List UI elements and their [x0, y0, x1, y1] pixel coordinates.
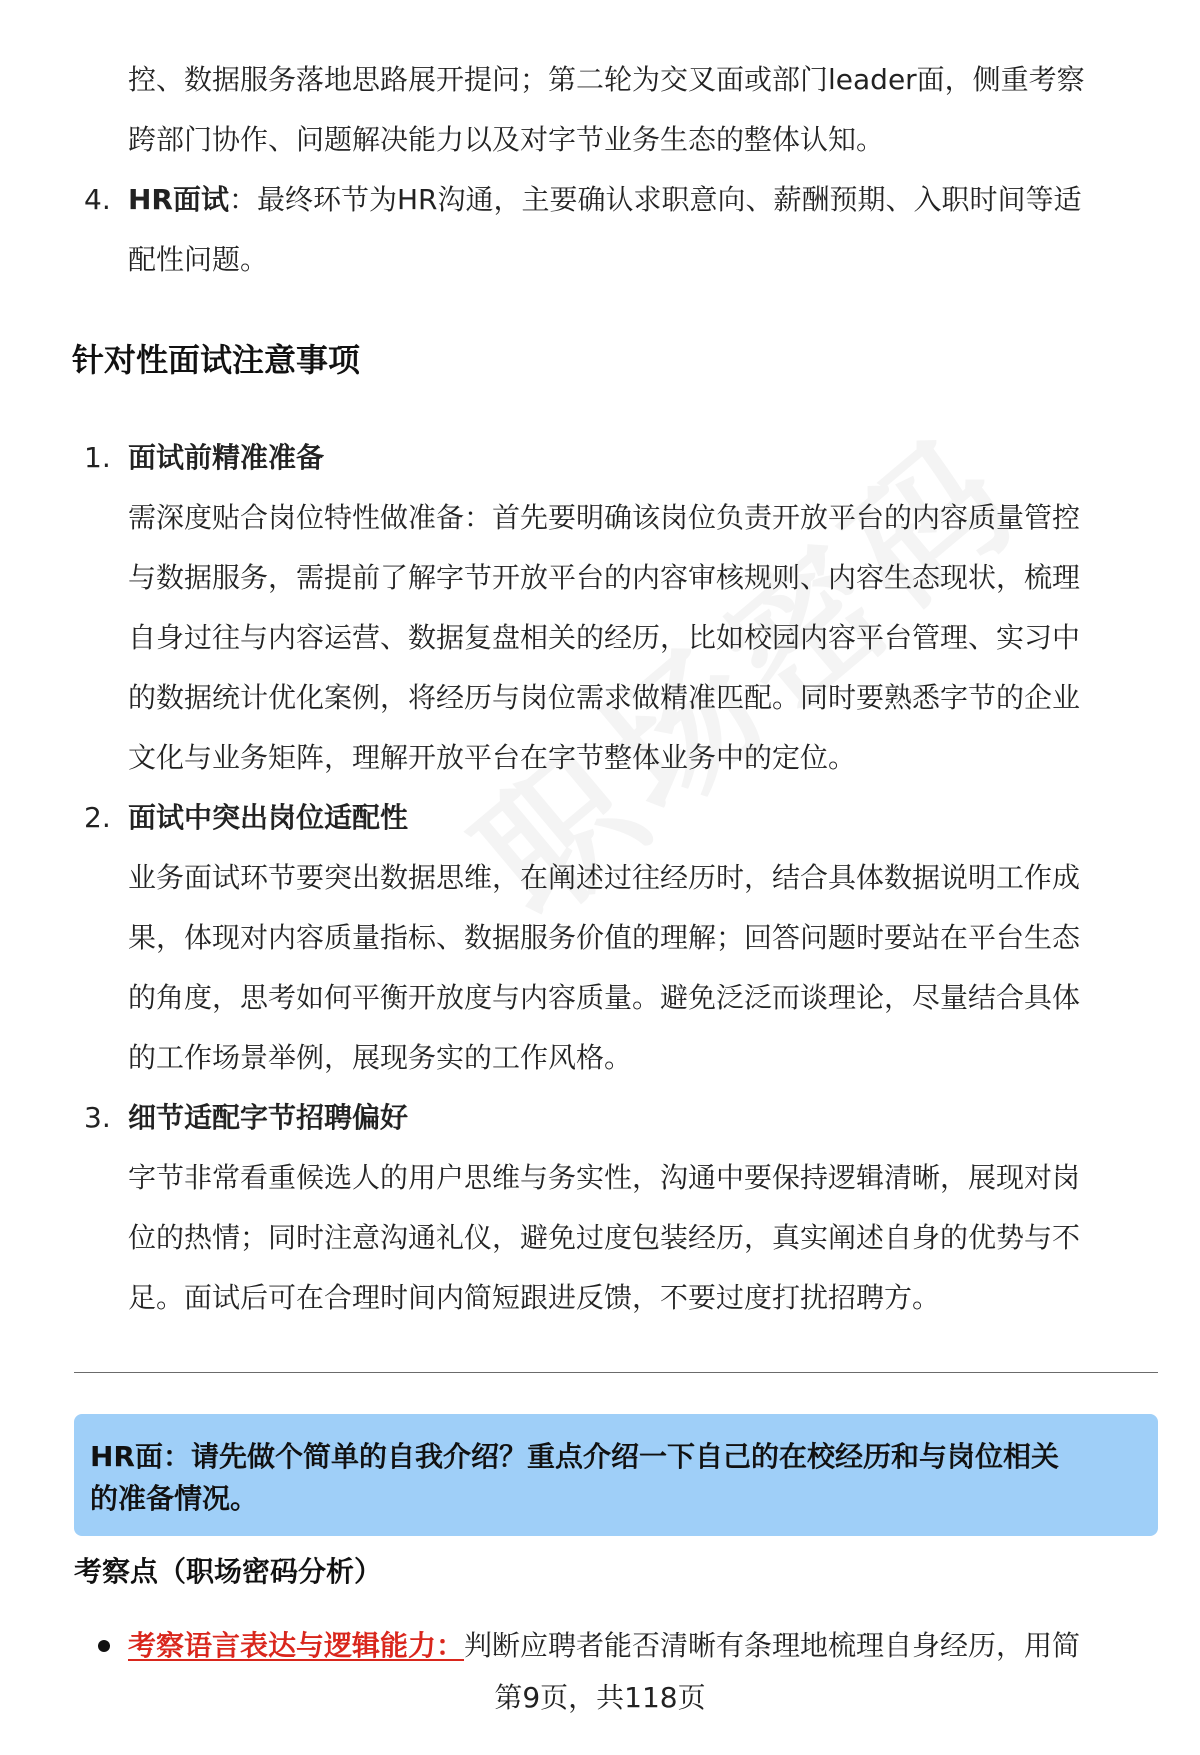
bullet-dot: [98, 1640, 110, 1652]
process-item-4-title: HR面试: [128, 183, 229, 216]
item-2-line: 的工作场景举例，展现务实的工作风格。: [128, 1041, 633, 1074]
list-number: 3.: [84, 1101, 111, 1134]
item-1-line: 的数据统计优化案例，将经历与岗位需求做精准匹配。同时要熟悉字节的企业: [128, 681, 1081, 714]
section-heading: 针对性面试注意事项: [72, 341, 361, 379]
item-1-title: 面试前精准准备: [128, 441, 325, 474]
item-1-line: 与数据服务，需提前了解字节开放平台的内容审核规则、内容生态现状，梳理: [128, 561, 1081, 594]
page-number: 第9页，共118页: [494, 1681, 706, 1714]
item-2-title: 面试中突出岗位适配性: [128, 801, 409, 834]
list-number: 1.: [84, 441, 111, 474]
item-3-title: 细节适配字节招聘偏好: [128, 1101, 409, 1134]
intro-line-2: 跨部门协作、问题解决能力以及对字节业务生态的整体认知。: [128, 123, 885, 156]
item-3-line: 字节非常看重候选人的用户思维与务实性，沟通中要保持逻辑清晰，展现对岗: [128, 1161, 1081, 1194]
item-2-line: 果，体现对内容质量指标、数据服务价值的理解；回答问题时要站在平台生态: [128, 921, 1081, 954]
item-1-line: 需深度贴合岗位特性做准备：首先要明确该岗位负责开放平台的内容质量管控: [128, 501, 1081, 534]
item-3-line: 位的热情；同时注意沟通礼仪，避免过度包装经历，真实阐述自身的优势与不: [128, 1221, 1081, 1254]
list-number: 4.: [84, 183, 111, 216]
item-1-line: 文化与业务矩阵，理解开放平台在字节整体业务中的定位。: [128, 741, 857, 774]
divider: [74, 1372, 1158, 1373]
process-item-4: [128, 180, 1082, 220]
process-item-4-text: ：最终环节为HR沟通，主要确认求职意向、薪酬预期、入职时间等适: [229, 183, 1082, 216]
question-callout: [74, 1414, 1158, 1536]
item-2-line: 的角度，思考如何平衡开放度与内容质量。避免泛泛而谈理论，尽量结合具体: [128, 981, 1081, 1014]
item-2-line: 业务面试环节要突出数据思维，在阐述过往经历时，结合具体数据说明工作成: [128, 861, 1081, 894]
question-line-1: HR面：请先做个简单的自我介绍？重点介绍一下自己的在校经历和与岗位相关: [90, 1440, 1059, 1473]
intro-line-1: 控、数据服务落地思路展开提问；第二轮为交叉面或部门leader面，侧重考察: [128, 63, 1085, 96]
bullet-key: 考察语言表达与逻辑能力：: [128, 1629, 465, 1662]
list-number: 2.: [84, 801, 111, 834]
question-line-2: 的准备情况。: [90, 1482, 259, 1515]
process-item-4-text-cont: 配性问题。: [128, 243, 269, 276]
item-3-line: 足。面试后可在合理时间内简短跟进反馈，不要过度打扰招聘方。: [128, 1281, 941, 1314]
analysis-bullet: [128, 1626, 1080, 1666]
bullet-text: 判断应聘者能否清晰有条理地梳理自身经历，用简: [464, 1629, 1081, 1662]
item-1-line: 自身过往与内容运营、数据复盘相关的经历，比如校园内容平台管理、实习中: [128, 621, 1081, 654]
analysis-heading: 考察点（职场密码分析）: [74, 1555, 383, 1588]
